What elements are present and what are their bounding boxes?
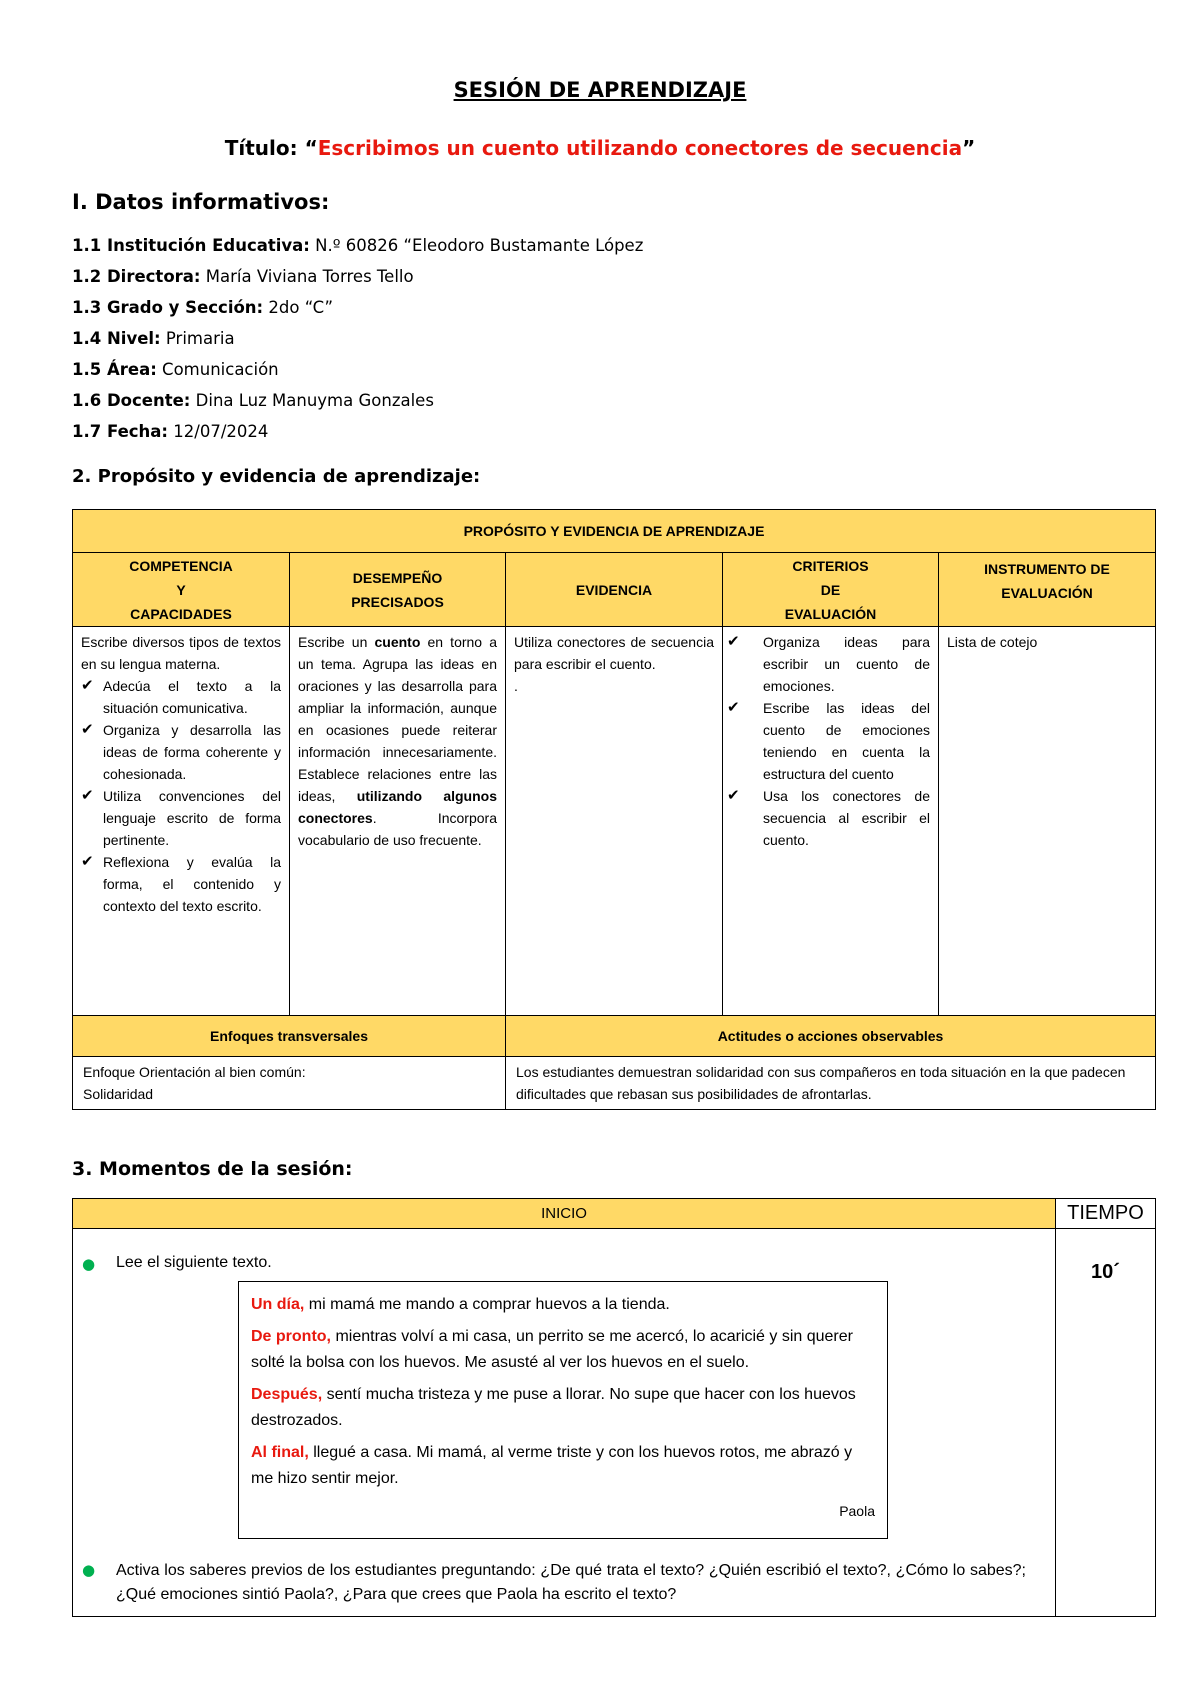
instrumento-cell: Lista de cotejo bbox=[939, 627, 1156, 1016]
tiempo-value: 10´ bbox=[1056, 1229, 1156, 1617]
checkmark-icon: ✔ bbox=[727, 787, 740, 804]
info-value: María Viviana Torres Tello bbox=[200, 267, 414, 286]
info-line-area bbox=[72, 360, 279, 379]
story-text: mi mamá me mando a comprar huevos a la tienda. bbox=[304, 1296, 670, 1313]
info-line-nivel bbox=[72, 329, 235, 348]
capacidad-item bbox=[81, 785, 281, 851]
criterio-text: Escribe las ideas del cuento de emociones teniendo en cuenta la estructura del cuento bbox=[763, 700, 930, 782]
info-label: 1.1 Institución Educativa: bbox=[72, 236, 310, 255]
capacidad-text: Organiza y desarrolla las ideas de forma coherente y cohesionada. bbox=[103, 722, 281, 782]
desempeno-text: Escribe un bbox=[298, 634, 375, 650]
session-title bbox=[0, 136, 1200, 160]
criterio-item bbox=[727, 631, 930, 697]
bullet-icon: ● bbox=[82, 1255, 96, 1273]
desempeno-cell bbox=[290, 627, 506, 1016]
section-momentos-heading: 3. Momentos de la sesión: bbox=[72, 1158, 353, 1180]
col-header-line: PRECISADOS bbox=[351, 593, 444, 610]
desempeno-text: en torno a un tema. Agrupa las ideas en oraciones y las desarrolla para ampliar la información, aunque en ocasiones puede reiterar información innecesariamente. Establece relaciones entre las ideas, bbox=[298, 634, 497, 804]
info-line-directora bbox=[72, 267, 414, 286]
capacidad-item bbox=[81, 675, 281, 719]
proposito-table-title: PROPÓSITO Y EVIDENCIA DE APRENDIZAJE bbox=[73, 510, 1156, 553]
col-header-line: CRITERIOS bbox=[792, 557, 869, 574]
info-label: 1.3 Grado y Sección: bbox=[72, 298, 264, 317]
col-header-line: EVALUACIÓN bbox=[784, 605, 877, 622]
tiempo-header: TIEMPO bbox=[1056, 1199, 1156, 1229]
bullet-activa: Activa los saberes previos de los estudiantes preguntando: ¿De qué trata el texto? ¿Quién escribió el texto?, ¿Cómo lo sabes?; ¿Qué emociones sintió Paola?, ¿Para que crees que Paola ha escrito el texto? bbox=[116, 1562, 1026, 1603]
col-header-competencia bbox=[73, 553, 290, 627]
info-label: 1.4 Nivel: bbox=[72, 329, 161, 348]
info-value: 12/07/2024 bbox=[168, 422, 269, 441]
col-header-instrumento bbox=[939, 553, 1156, 627]
story-paragraph bbox=[251, 1440, 875, 1492]
story-box bbox=[238, 1281, 888, 1539]
desempeno-bold: cuento bbox=[374, 634, 421, 650]
criterio-item bbox=[727, 785, 930, 851]
story-text: mientras volví a mi casa, un perrito se me acercó, lo acaricié y sin querer solté la bolsa con los huevos. Me asusté al ver los huevos en el suelo. bbox=[251, 1328, 853, 1371]
enfoque-cell bbox=[73, 1057, 506, 1110]
col-header-evidencia bbox=[506, 553, 723, 627]
story-paragraph bbox=[251, 1324, 875, 1376]
story-paragraph bbox=[251, 1292, 875, 1318]
bullet-lee: Lee el siguiente texto. bbox=[116, 1254, 272, 1271]
story-connector: Al final, bbox=[251, 1444, 309, 1461]
info-line-grado bbox=[72, 298, 333, 317]
story-signature: Paola bbox=[839, 1503, 875, 1519]
capacidad-text: Adecúa el texto a la situación comunicativa. bbox=[103, 678, 281, 716]
evidencia-text: Utiliza conectores de secuencia para escribir el cuento. bbox=[514, 634, 714, 672]
document-title: SESIÓN DE APRENDIZAJE bbox=[453, 78, 747, 102]
evidencia-cell bbox=[506, 627, 723, 1016]
col-header-line: EVIDENCIA bbox=[575, 581, 653, 598]
actitud-cell: Los estudiantes demuestran solidaridad con sus compañeros en toda situación en la que padecen dificultades que rebasan sus posibilidades de afrontarlas. bbox=[506, 1057, 1156, 1110]
info-label: 1.5 Área: bbox=[72, 360, 157, 379]
criterio-item bbox=[727, 697, 930, 785]
enfoques-header: Enfoques transversales bbox=[73, 1016, 506, 1057]
info-label: 1.6 Docente: bbox=[72, 391, 191, 410]
info-label: 1.2 Directora: bbox=[72, 267, 201, 286]
story-connector: Un día, bbox=[251, 1296, 305, 1313]
title-prefix: Título: “ bbox=[224, 136, 318, 160]
checkmark-icon: ✔ bbox=[727, 633, 740, 650]
col-header-line: DE bbox=[820, 581, 841, 598]
actitudes-header: Actitudes o acciones observables bbox=[506, 1016, 1156, 1057]
col-header-line: CAPACIDADES bbox=[130, 605, 232, 622]
story-text: llegué a casa. Mi mamá, al verme triste y con los huevos rotos, me abrazó y me hizo sentir mejor. bbox=[251, 1444, 853, 1487]
info-value: Dina Luz Manuyma Gonzales bbox=[190, 391, 434, 410]
story-connector: Después, bbox=[251, 1386, 323, 1403]
info-value: N.º 60826 “Eleodoro Bustamante López bbox=[309, 236, 644, 255]
col-header-line: DESEMPEÑO bbox=[352, 569, 443, 586]
enfoque-name: Enfoque Orientación al bien común: bbox=[83, 1064, 306, 1080]
evidencia-dot: . bbox=[514, 678, 518, 694]
capacidad-text: Reflexiona y evalúa la forma, el contenido y contexto del texto escrito. bbox=[103, 854, 281, 914]
bullet-icon: ● bbox=[82, 1561, 96, 1579]
info-line-institucion bbox=[72, 236, 643, 255]
criterio-text: Organiza ideas para escribir un cuento de emociones. bbox=[763, 634, 930, 694]
col-header-line: COMPETENCIA bbox=[129, 557, 233, 574]
checkmark-icon: ✔ bbox=[81, 787, 94, 804]
desempeno-bold: utilizando algunos conectores bbox=[298, 788, 497, 826]
enfoque-value: Solidaridad bbox=[83, 1086, 154, 1102]
checkmark-icon: ✔ bbox=[727, 699, 740, 716]
capacidad-text: Utiliza convenciones del lenguaje escrito de forma pertinente. bbox=[103, 788, 281, 848]
checkmark-icon: ✔ bbox=[81, 721, 94, 738]
col-header-desempeno bbox=[290, 553, 506, 627]
section-proposito-heading: 2. Propósito y evidencia de aprendizaje: bbox=[72, 466, 481, 487]
info-value: Primaria bbox=[160, 329, 235, 348]
capacidad-item bbox=[81, 719, 281, 785]
col-header-line: EVALUACIÓN bbox=[1001, 585, 1093, 601]
criterio-text: Usa los conectores de secuencia al escribir el cuento. bbox=[763, 788, 930, 848]
col-header-line: INSTRUMENTO DE bbox=[984, 561, 1110, 577]
col-header-line: Y bbox=[176, 581, 186, 598]
checkmark-icon: ✔ bbox=[81, 853, 94, 870]
info-value: 2do “C” bbox=[263, 298, 334, 317]
checkmark-icon: ✔ bbox=[81, 677, 94, 694]
info-label: 1.7 Fecha: bbox=[72, 422, 169, 441]
inicio-header: INICIO bbox=[73, 1199, 1056, 1229]
col-header-criterios bbox=[723, 553, 939, 627]
proposito-table bbox=[72, 509, 1156, 1110]
criterios-cell bbox=[723, 627, 939, 1016]
section-datos-heading: I. Datos informativos: bbox=[72, 190, 330, 214]
competencia-intro: Escribe diversos tipos de textos en su lengua materna. bbox=[81, 634, 281, 672]
info-line-fecha bbox=[72, 422, 268, 441]
title-red-text: Escribimos un cuento utilizando conectores de secuencia bbox=[317, 136, 963, 160]
title-suffix: ” bbox=[962, 136, 976, 160]
story-text: sentí mucha tristeza y me puse a llorar. No supe que hacer con los huevos destrozados. bbox=[251, 1386, 856, 1429]
story-connector: De pronto, bbox=[251, 1328, 331, 1345]
capacidad-item bbox=[81, 851, 281, 917]
competencia-cell bbox=[73, 627, 290, 1016]
info-line-docente bbox=[72, 391, 434, 410]
info-value: Comunicación bbox=[156, 360, 279, 379]
desempeno-text: . Incorpora vocabulario de uso frecuente. bbox=[298, 810, 497, 848]
story-paragraph bbox=[251, 1382, 875, 1434]
